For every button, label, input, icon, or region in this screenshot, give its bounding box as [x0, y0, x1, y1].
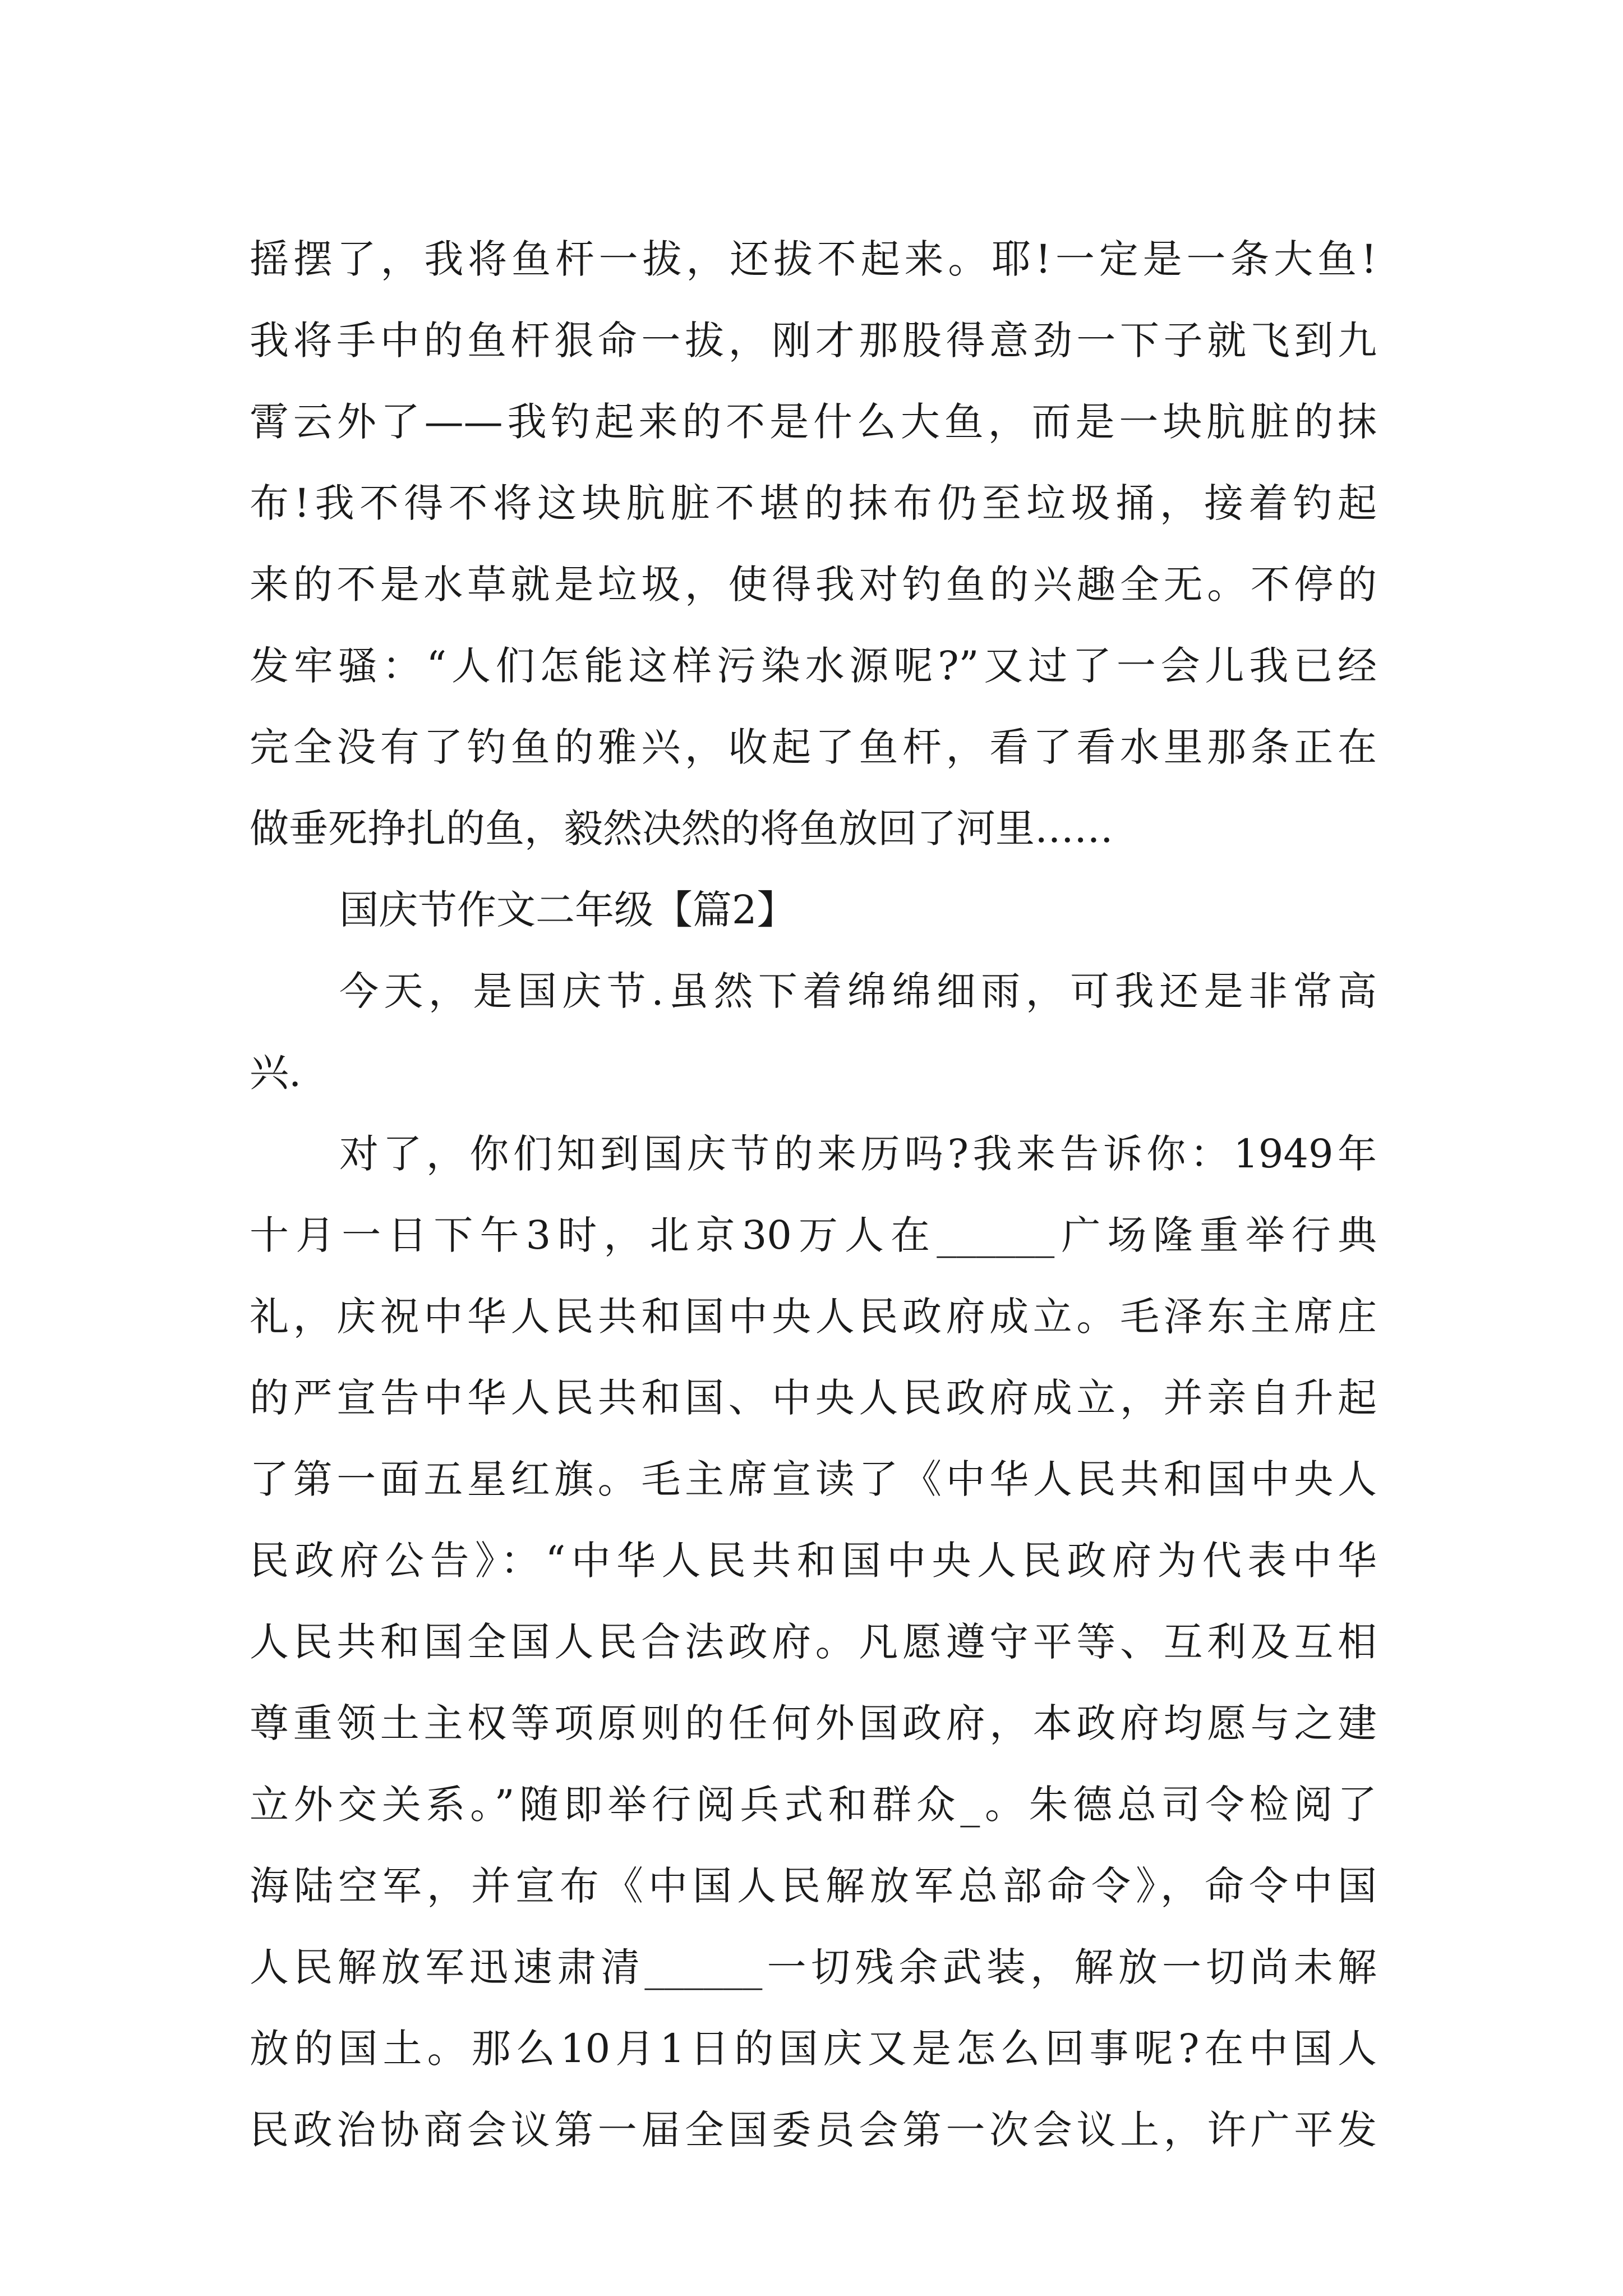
text-line: 布!我不得不将这块肮脏不堪的抹布仍至垃圾捅，接着钓起 [250, 480, 1377, 526]
paragraph-start: 对了，你们知到国庆节的来历吗?我来告诉你：1949年 [339, 1131, 1377, 1177]
paragraph-start: 今天，是国庆节.虽然下着绵绵细雨，可我还是非常高 [339, 968, 1377, 1014]
section-heading: 国庆节作文二年级【篇2】 [339, 887, 796, 933]
text-line: 放的国土。那么10月1日的国庆又是怎么回事呢?在中国人 [250, 2026, 1377, 2072]
text-line: 完全没有了钓鱼的雅兴，收起了鱼杆，看了看水里那条正在 [250, 724, 1377, 770]
text-line: 礼，庆祝中华人民共和国中央人民政府成立。毛泽东主席庄 [250, 1294, 1377, 1340]
text-line: 了第一面五星红旗。毛主席宣读了《中华人民共和国中央人 [250, 1456, 1377, 1502]
text-line: 立外交关系。”随即举行阅兵式和群众_。朱德总司令检阅了 [250, 1782, 1377, 1828]
text-line: 霄云外了——我钓起来的不是什么大鱼，而是一块肮脏的抹 [250, 399, 1377, 445]
text-line: 十月一日下午3时，北京30万人在______广场隆重举行典 [250, 1212, 1377, 1258]
text-line: 的严宣告中华人民共和国、中央人民政府成立，并亲自升起 [250, 1375, 1377, 1421]
document-body [250, 219, 1377, 2171]
text-line: 做垂死挣扎的鱼，毅然决然的将鱼放回了河里…… [250, 806, 1113, 852]
text-line: 海陆空军，并宣布《中国人民解放军总部命令》，命令中国 [250, 1863, 1377, 1909]
text-line: 我将手中的鱼杆狠命一拔，刚才那股得意劲一下子就飞到九 [250, 318, 1377, 364]
text-line: 来的不是水草就是垃圾，使得我对钓鱼的兴趣全无。不停的 [250, 562, 1377, 608]
text-line: 人民共和国全国人民合法政府。凡愿遵守平等、互利及互相 [250, 1619, 1377, 1665]
text-line: 人民解放军迅速肃清______一切残余武装，解放一切尚未解 [250, 1944, 1377, 1990]
text-line: 兴. [250, 1050, 302, 1096]
text-line: 民政治协商会议第一届全国委员会第一次会议上，许广平发 [250, 2107, 1377, 2153]
text-line: 民政府公告》：“中华人民共和国中央人民政府为代表中华 [250, 1538, 1377, 1584]
text-line: 摇摆了，我将鱼杆一拔，还拔不起来。耶!一定是一条大鱼! [250, 236, 1377, 282]
text-line: 尊重领土主权等项原则的任何外国政府，本政府均愿与之建 [250, 1700, 1377, 1746]
text-line: 发牢骚：“人们怎能这样污染水源呢?”又过了一会儿我已经 [250, 643, 1377, 689]
